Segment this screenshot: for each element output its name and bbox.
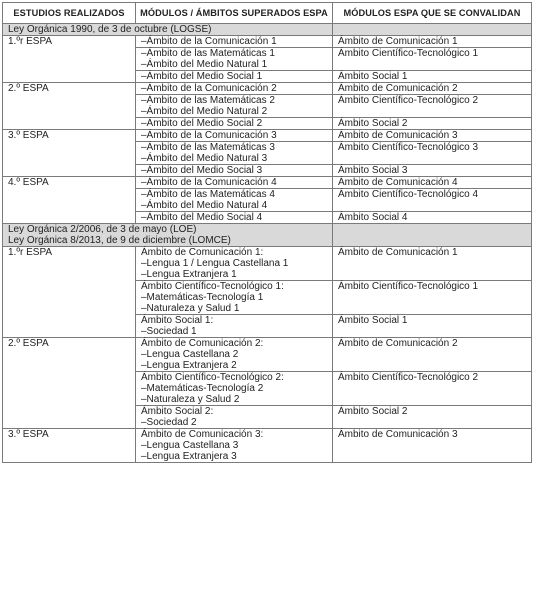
convalida-cell — [333, 281, 532, 315]
convalida-label: Ámbito Científico-Tecnológico 1 — [338, 281, 479, 292]
section-title — [3, 24, 333, 36]
superado-line: –Ámbito de las Matemáticas 2 — [141, 95, 275, 106]
table-row — [3, 429, 532, 463]
superado-line: –Ámbito del Medio Social 4 — [141, 212, 263, 223]
convalida-cell — [333, 177, 532, 189]
convalida-cell — [333, 429, 532, 463]
level-cell — [3, 338, 136, 429]
table-body — [3, 24, 532, 463]
convalida-cell — [333, 130, 532, 142]
convalida-label: Ámbito Social 1 — [338, 71, 408, 82]
superados-cell — [136, 247, 333, 281]
superado-line: Ámbito de Comunicación 3: — [141, 429, 264, 440]
superado-line: –Ámbito del Medio Social 3 — [141, 165, 263, 176]
section-header-row — [3, 24, 532, 36]
superado-line: –Lengua Castellana 3 — [141, 440, 239, 451]
section-header-row — [3, 224, 532, 247]
superado-line: –Ámbito de la Comunicación 3 — [141, 130, 277, 141]
convalida-label: Ámbito Social 4 — [338, 212, 408, 223]
convalida-label: Ámbito Científico-Tecnológico 3 — [338, 142, 479, 153]
convalida-label: Ámbito de Comunicación 3 — [338, 429, 458, 440]
level-label: 2.º ESPA — [8, 83, 49, 94]
convalida-label: Ámbito Social 3 — [338, 165, 408, 176]
convalida-cell — [333, 36, 532, 48]
section-empty-cell — [333, 24, 532, 36]
superado-line: –Ámbito del Medio Social 2 — [141, 118, 263, 129]
convalida-label: Ámbito de Comunicación 2 — [338, 338, 458, 349]
convalida-cell — [333, 372, 532, 406]
superado-line: Ámbito de Comunicación 2: — [141, 338, 264, 349]
header-row — [3, 3, 532, 24]
superado-line: –Lengua Extranjera 2 — [141, 360, 237, 371]
convalida-cell — [333, 315, 532, 338]
convalida-cell — [333, 165, 532, 177]
superado-line: –Ámbito de la Comunicación 1 — [141, 36, 277, 47]
convalida-label: Ámbito Social 1 — [338, 315, 408, 326]
superado-line: –Sociedad 1 — [141, 326, 197, 337]
level-label: 1.ºr ESPA — [8, 36, 53, 47]
superado-line: Ámbito Científico-Tecnológico 1: — [141, 281, 284, 292]
convalida-label: Ámbito Social 2 — [338, 406, 408, 417]
table-row — [3, 83, 532, 95]
convalida-cell — [333, 212, 532, 224]
header-superados: MÓDULOS / ÁMBITOS SUPERADOS ESPA — [136, 3, 333, 24]
superado-line: –Ámbito de las Matemáticas 1 — [141, 48, 275, 59]
convalida-cell — [333, 71, 532, 83]
superado-line: Ámbito Social 1: — [141, 315, 214, 326]
superado-line: –Lengua Extranjera 1 — [141, 269, 237, 280]
superado-line: –Lengua 1 / Lengua Castellana 1 — [141, 258, 289, 269]
superados-cell — [136, 212, 333, 224]
superados-cell — [136, 165, 333, 177]
superados-cell — [136, 189, 333, 212]
convalida-cell — [333, 142, 532, 165]
superado-line: –Naturaleza y Salud 2 — [141, 394, 240, 405]
superados-cell — [136, 48, 333, 71]
convalida-cell — [333, 406, 532, 429]
convalida-label: Ámbito Científico-Tecnológico 1 — [338, 48, 479, 59]
level-cell — [3, 429, 136, 463]
convalida-label: Ámbito Social 2 — [338, 118, 408, 129]
section-title — [3, 224, 333, 247]
superado-line: –Naturaleza y Salud 1 — [141, 303, 240, 314]
convalida-cell — [333, 189, 532, 212]
level-label: 4.º ESPA — [8, 177, 49, 188]
level-cell — [3, 177, 136, 224]
section-empty-cell — [333, 224, 532, 247]
superados-cell — [136, 130, 333, 142]
convalida-label: Ámbito de Comunicación 3 — [338, 130, 458, 141]
superados-cell — [136, 406, 333, 429]
superados-cell — [136, 83, 333, 95]
superado-line: –Ámbito del Medio Natural 1 — [141, 59, 268, 70]
convalida-cell — [333, 338, 532, 372]
superados-cell — [136, 177, 333, 189]
convalida-cell — [333, 118, 532, 130]
section-title-line: Ley Orgánica 1990, de 3 de octubre (LOGSE) — [8, 24, 212, 35]
superado-line: –Matemáticas-Tecnología 1 — [141, 292, 264, 303]
superado-line: –Ámbito del Medio Natural 3 — [141, 153, 268, 164]
superados-cell — [136, 71, 333, 83]
table-row — [3, 130, 532, 142]
section-title-line: Ley Orgánica 2/2006, de 3 de mayo (LOE) — [8, 224, 197, 235]
superados-cell — [136, 118, 333, 130]
superados-cell — [136, 281, 333, 315]
level-label: 3.º ESPA — [8, 130, 49, 141]
convalida-label: Ámbito Científico-Tecnológico 2 — [338, 372, 479, 383]
header-estudios: ESTUDIOS REALIZADOS — [3, 3, 136, 24]
superado-line: –Ámbito de la Comunicación 2 — [141, 83, 277, 94]
superados-cell — [136, 95, 333, 118]
header-convalidan: MÓDULOS ESPA QUE SE CONVALIDAN — [333, 3, 532, 24]
section-title-line: Ley Orgánica 8/2013, de 9 de diciembre (LOMCE) — [8, 235, 231, 246]
superado-line: –Ámbito de la Comunicación 4 — [141, 177, 277, 188]
table-row — [3, 177, 532, 189]
superado-line: –Ámbito de las Matemáticas 3 — [141, 142, 275, 153]
convalida-label: Ámbito de Comunicación 2 — [338, 83, 458, 94]
superados-cell — [136, 142, 333, 165]
level-cell — [3, 36, 136, 83]
convalida-cell — [333, 48, 532, 71]
superado-line: –Ámbito del Medio Natural 2 — [141, 106, 268, 117]
level-cell — [3, 130, 136, 177]
convalida-label: Ámbito de Comunicación 4 — [338, 177, 458, 188]
convalida-cell — [333, 247, 532, 281]
convalida-cell — [333, 83, 532, 95]
superado-line: Ámbito Social 2: — [141, 406, 214, 417]
superados-cell — [136, 429, 333, 463]
superados-cell — [136, 338, 333, 372]
superado-line: –Ámbito del Medio Natural 4 — [141, 200, 268, 211]
superados-cell — [136, 36, 333, 48]
superado-line: –Ámbito de las Matemáticas 4 — [141, 189, 275, 200]
convalida-label: Ámbito de Comunicación 1 — [338, 247, 458, 258]
superados-cell — [136, 315, 333, 338]
table-row — [3, 338, 532, 372]
convalidation-table — [2, 2, 532, 463]
table-row — [3, 36, 532, 48]
level-label: 1.ºr ESPA — [8, 247, 53, 258]
level-label: 2.º ESPA — [8, 338, 49, 349]
superados-cell — [136, 372, 333, 406]
superado-line: –Matemáticas-Tecnología 2 — [141, 383, 264, 394]
superado-line: Ámbito de Comunicación 1: — [141, 247, 264, 258]
convalida-label: Ámbito Científico-Tecnológico 4 — [338, 189, 479, 200]
superado-line: –Lengua Castellana 2 — [141, 349, 239, 360]
superado-line: Ámbito Científico-Tecnológico 2: — [141, 372, 284, 383]
level-label: 3.º ESPA — [8, 429, 49, 440]
level-cell — [3, 247, 136, 338]
level-cell — [3, 83, 136, 130]
convalida-cell — [333, 95, 532, 118]
superado-line: –Lengua Extranjera 3 — [141, 451, 237, 462]
convalida-label: Ámbito Científico-Tecnológico 2 — [338, 95, 479, 106]
table-row — [3, 247, 532, 281]
superado-line: –Sociedad 2 — [141, 417, 197, 428]
convalida-label: Ámbito de Comunicación 1 — [338, 36, 458, 47]
superado-line: –Ámbito del Medio Social 1 — [141, 71, 263, 82]
